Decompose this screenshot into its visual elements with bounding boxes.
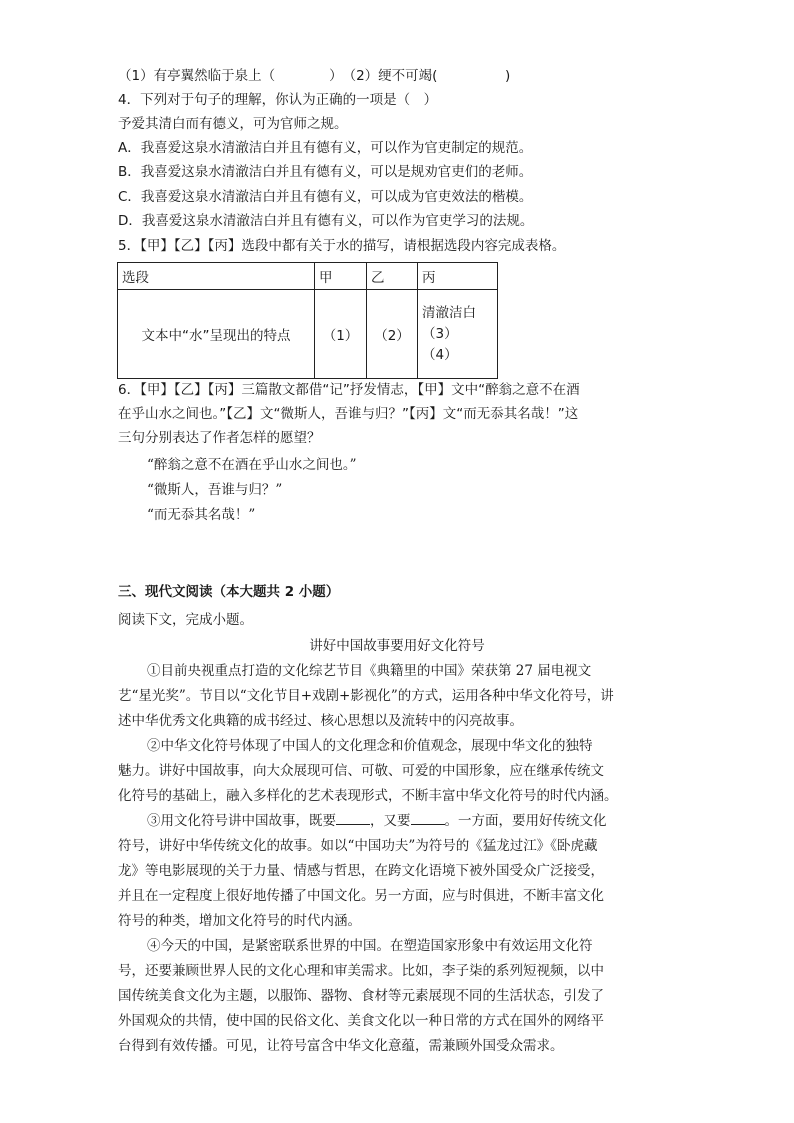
table-header-cell: 甲 bbox=[315, 263, 367, 290]
instruction: 阅读下文，完成小题。 bbox=[118, 612, 253, 628]
q5-stem: 5．【甲】【乙】【丙】选段中都有关于水的描写，请根据选段内容完成表格。 bbox=[118, 238, 566, 254]
q4-option-c: C．我喜爱这泉水清澈洁白并且有德有义，可以成为官吏效法的楷模。 bbox=[118, 189, 533, 205]
paragraph-3: 并且在一定程度上很好地传播了中国文化。另一方面，应与时俱进，不断丰富文化 bbox=[118, 888, 604, 904]
q6-quote-a: “醉翁之意不在酒在乎山水之间也。” bbox=[147, 457, 357, 473]
table-cell: 清澈洁白 （3） （4） bbox=[418, 290, 498, 379]
table-cell: （2） bbox=[367, 290, 418, 379]
paragraph-3: 符号，讲好中华传统文化的故事。如以“中国功夫”为符号的《猛龙过江》《卧虎藏 bbox=[118, 838, 598, 854]
paragraph-2: ②中华文化符号体现了中国人的文化理念和价值观念，展现中华文化的独特 bbox=[147, 738, 593, 754]
q5-table bbox=[117, 262, 498, 379]
paragraph-4: 外国观众的共情，使中国的民俗文化、美食文化以一种日常的方式在国外的网络平 bbox=[118, 1013, 604, 1029]
paragraph-4: 号，还要兼顾世界人民的文化心理和审美需求。比如，李子柒的系列短视频，以中 bbox=[118, 963, 604, 979]
paragraph-3: 符号的种类，增加文化符号的时代内涵。 bbox=[118, 913, 361, 929]
q4-stem: 4．下列对于句子的理解，你认为正确的一项是（ ） bbox=[118, 92, 438, 108]
q3-line: （1）有亭翼然临于泉上（ ） （2）绠不可竭( ) bbox=[118, 68, 511, 84]
table-header-cell: 丙 bbox=[418, 263, 498, 290]
table-header-cell: 选段 bbox=[118, 263, 315, 290]
q4-option-d: D．我喜爱这泉水清澈洁白并且有德有义，可以作为官吏学习的法规。 bbox=[118, 213, 534, 229]
table-header-cell: 乙 bbox=[367, 263, 418, 290]
q4-sentence: 予爱其清白而有德义，可为官师之规。 bbox=[118, 116, 348, 132]
paragraph-1: 艺“星光奖”。节目以“文化节目+戏剧+影视化”的方式，运用各种中华文化符号，讲 bbox=[118, 688, 614, 704]
article-title: 讲好中国故事要用好文化符号 bbox=[309, 638, 485, 654]
paragraph-3: ③用文化符号讲中国故事，既要 ，又要 。一方面，要用好传统文化 bbox=[147, 813, 607, 829]
table-cell: 文本中“水”呈现出的特点 bbox=[118, 290, 315, 379]
q6-line-1: 6．【甲】【乙】【丙】三篇散文都借“记”抒发情志，【甲】文中“醉翁之意不在酒 bbox=[118, 382, 580, 398]
paragraph-2: 魅力。讲好中国故事，向大众展现可信、可敬、可爱的中国形象，应在继承传统文 bbox=[118, 763, 604, 779]
section-heading: 三、现代文阅读（本大题共 2 小题） bbox=[118, 584, 340, 600]
table-cell: （1） bbox=[315, 290, 367, 379]
paragraph-4: 国传统美食文化为主题，以服饰、器物、食材等元素展现不同的生活状态，引发了 bbox=[118, 988, 604, 1004]
paragraph-1: 述中华优秀文化典籍的成书经过、核心思想以及流转中的闪亮故事。 bbox=[118, 713, 523, 729]
fill-blank[interactable] bbox=[411, 812, 445, 825]
paragraph-4: 台得到有效传播。可见，让符号富含中华文化意蕴，需兼顾外国受众需求。 bbox=[118, 1038, 564, 1054]
paragraph-1: ①目前央视重点打造的文化综艺节目《典籍里的中国》荣获第 27 届电视文 bbox=[147, 663, 592, 679]
paragraph-2: 化符号的基础上，融入多样化的艺术表现形式，不断丰富中华文化符号的时代内涵。 bbox=[118, 788, 618, 804]
fill-blank[interactable] bbox=[336, 812, 370, 825]
q6-line-2: 在乎山水之间也。”【乙】文“微斯人，吾谁与归？”【丙】文“而无忝其名哉！”这 bbox=[118, 406, 579, 422]
q6-quote-c: “而无忝其名哉！” bbox=[147, 507, 256, 523]
q6-line-3: 三句分别表达了作者怎样的愿望？ bbox=[118, 430, 321, 446]
paragraph-3: 龙》等电影展现的关于力量、情感与哲思，在跨文化语境下被外国受众广泛接受， bbox=[118, 863, 604, 879]
paragraph-4: ④今天的中国，是紧密联系世界的中国。在塑造国家形象中有效运用文化符 bbox=[147, 938, 593, 954]
q6-quote-b: “微斯人，吾谁与归？” bbox=[147, 482, 283, 498]
q4-option-b: B．我喜爱这泉水清澈洁白并且有德有义，可以是规劝官吏们的老师。 bbox=[118, 164, 533, 180]
q4-option-a: A．我喜爱这泉水清澈洁白并且有德有义，可以作为官吏制定的规范。 bbox=[118, 140, 533, 156]
